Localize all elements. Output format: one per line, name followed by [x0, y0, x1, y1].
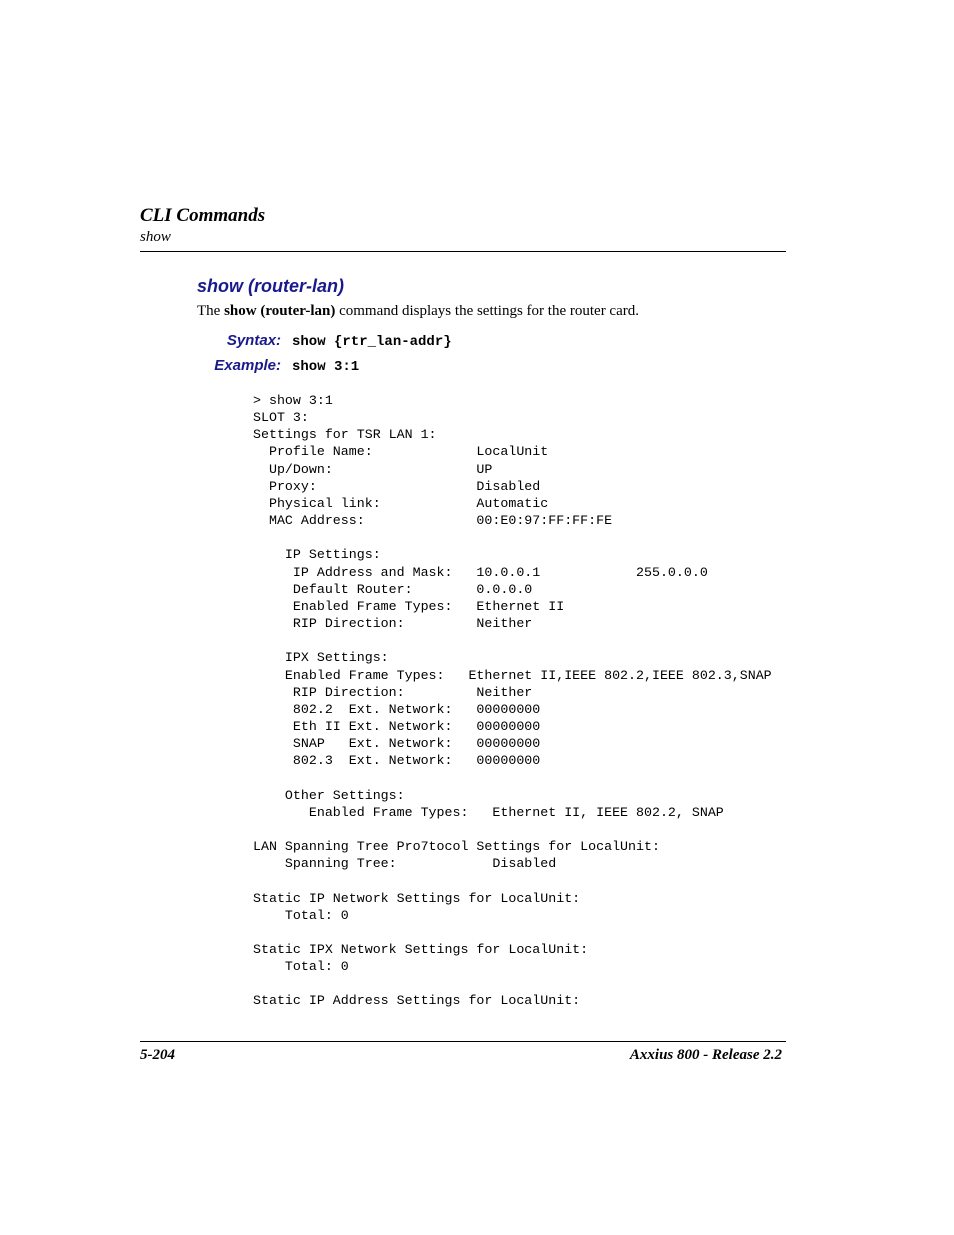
output-line: Total: 0 — [253, 959, 349, 975]
running-header-subtitle: show — [140, 229, 171, 245]
output-line: RIP Direction: Neither — [253, 684, 533, 700]
output-line: Static IPX Network Settings for LocalUnit: — [253, 942, 589, 957]
output-line: Up/Down: UP — [253, 461, 493, 477]
syntax-command: show {rtr_lan-addr} — [292, 334, 452, 350]
output-line: Proxy: Disabled — [253, 478, 541, 494]
output-line: Other Settings: — [253, 787, 405, 803]
example-command: show 3:1 — [292, 359, 360, 375]
description-command: show — [224, 303, 257, 319]
running-header-title: CLI Commands — [140, 205, 266, 226]
output-line: SLOT 3: — [253, 410, 309, 426]
output-line: 802.2 Ext. Network: 00000000 — [253, 701, 541, 717]
description-prefix: The — [197, 303, 225, 319]
output-line: IPX Settings: — [253, 650, 389, 666]
description-argument: (router-lan) — [260, 303, 336, 319]
description-suffix: command displays the settings for the router card. — [335, 303, 639, 319]
output-line: Enabled Frame Types: Ethernet II — [253, 598, 565, 614]
output-line: Enabled Frame Types: Ethernet II,IEEE 802.2,IEEE 802.3,SNAP — [253, 667, 772, 683]
page-number: 5-204 — [140, 1047, 175, 1063]
output-line: Profile Name: LocalUnit — [253, 444, 549, 460]
example-label: Example: — [214, 357, 281, 374]
header-rule — [140, 251, 786, 252]
product-release: Axxius 800 - Release 2.2 — [629, 1047, 782, 1063]
output-line: Settings for TSR LAN 1: — [253, 427, 437, 443]
output-line: MAC Address: 00:E0:97:FF:FF:FE — [253, 513, 613, 529]
syntax-label: Syntax: — [226, 332, 281, 349]
example-row — [0, 356, 954, 376]
command-description — [197, 302, 639, 320]
output-line: Static IP Network Settings for LocalUnit: — [253, 890, 581, 906]
command-output — [253, 392, 772, 1010]
output-line: IP Address and Mask: 10.0.0.1 255.0.0.0 — [253, 564, 708, 580]
output-line: SNAP Ext. Network: 00000000 — [253, 736, 541, 752]
output-line: RIP Direction: Neither — [253, 616, 533, 632]
syntax-row — [0, 331, 954, 351]
footer-rule — [140, 1041, 786, 1042]
output-line: Enabled Frame Types: Ethernet II, IEEE 802.2, SNAP — [253, 804, 724, 820]
output-line: IP Settings: — [253, 547, 381, 563]
output-line: Spanning Tree: Disabled — [253, 856, 557, 872]
output-line: > show 3:1 — [253, 393, 333, 408]
output-line: Default Router: 0.0.0.0 — [253, 581, 533, 597]
output-line: LAN Spanning Tree Pro7tocol Settings for LocalUnit: — [253, 839, 660, 855]
output-line: Eth II Ext. Network: 00000000 — [253, 718, 541, 734]
output-line: 802.3 Ext. Network: 00000000 — [253, 753, 541, 769]
output-line: Physical link: Automatic — [253, 495, 549, 511]
output-line: Static IP Address Settings for LocalUnit: — [253, 993, 581, 1009]
output-line: Total: 0 — [253, 907, 349, 923]
section-heading: show (router-lan) — [197, 276, 344, 296]
